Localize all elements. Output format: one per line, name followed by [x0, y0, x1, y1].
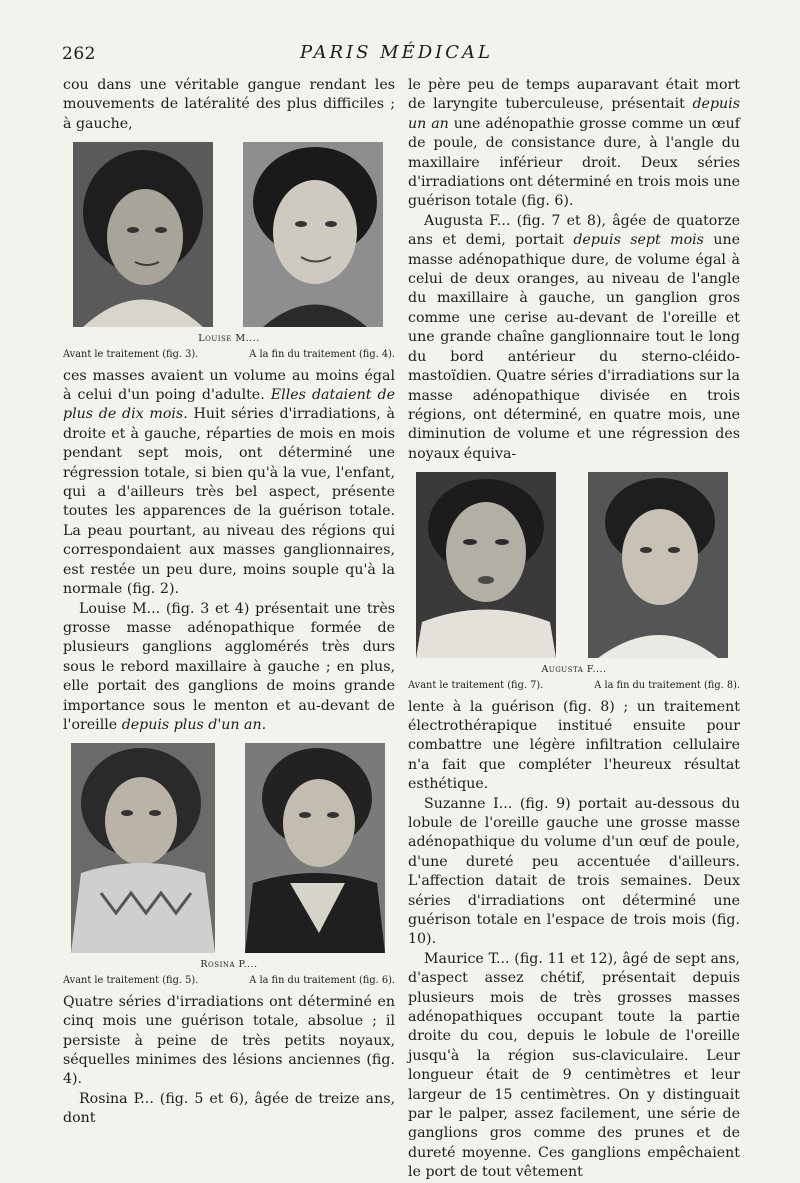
caption-after: A la fin du traitement (fig. 4). [249, 348, 395, 360]
photo-louise-after [243, 142, 383, 327]
paragraph: Augusta F... (fig. 7 et 8), âgée de quatorze ans et demi, portait depuis sept mois une masse adénopathique dure, de volume égal à celui de deux oranges, au niveau de l'angle du maxillaire à gauche, un ganglion gros comme une cerise au-devant de l'oreille et une grande chaîne ganglionnaire tout le long du bord antérieur du sterno-cléido-mastoïdien. Quatre séries d'irradiations sur la masse adénopathique divisée en trois régions, ont déterminé, en quatre mois, une diminution de volume et une régression des noyaux équiva- [408, 212, 741, 462]
photo-augusta-after [588, 472, 728, 658]
caption-before: Avant le traitement (fig. 3). [63, 348, 199, 360]
figure-3-4 [63, 142, 395, 360]
caption-after: A la fin du traitement (fig. 6). [249, 974, 395, 986]
photo-rosina-after [245, 743, 385, 953]
caption-before: Avant le traitement (fig. 5). [63, 974, 199, 986]
figure-7-8 [408, 472, 740, 691]
caption-after: A la fin du traitement (fig. 8). [594, 679, 740, 691]
paragraph: Suzanne I... (fig. 9) portait au-dessous du lobule de l'oreille gauche une grosse masse adénopathique du volume d'un œuf de poule, d'une dureté peu accentuée d'ailleurs. L'affection datait de trois semaines. Deux séries d'irradiations ont déterminé une guérison totale en l'espace de trois mois (fig. 10). [408, 795, 740, 948]
right-column [408, 76, 740, 1183]
photo-louise-before [73, 142, 213, 327]
paragraph: cou dans une véritable gangue rendant les mouvements de latéralité des plus difficiles ; à gauche, [63, 77, 395, 132]
paragraph: Quatre séries d'irradiations ont déterminé en cinq mois une guérison totale, absolue ; il persiste à peine de très petits noyaux, séquelles minimes des lésions anciennes (fig. 4). [63, 993, 395, 1088]
paragraph: ces masses avaient un volume au moins égal à celui d'un poing d'adulte. Elles dataient de plus de dix mois. Huit séries d'irradiations, à droite et à gauche, réparties de mois en mois pendant sept mois, ont déterminé une régression totale, si bien qu'à la vue, l'enfant, qui a d'ailleurs très bel aspect, présente toutes les apparences de la guérison totale. La peau pourtant, au niveau des régions qui correspondaient aux masses ganglionnaires, est restée un peu dure, moins souple qu'à la normale (fig. 2). [63, 367, 395, 598]
figure-name: Rosina P.... [200, 959, 258, 971]
paragraph: lente à la guérison (fig. 8) ; un traitement électrothérapique institué ensuite pour combattre une légère infiltration cellulaire n'a fait que compléter l'heureux résultat esthétique. [408, 698, 740, 793]
figure-5-6 [63, 743, 395, 986]
paragraph: Maurice T... (fig. 11 et 12), âgé de sept ans, d'aspect assez chétif, présentait depuis plusieurs mois de très grosses masses adénopathiques occupant toute la partie droite du cou, depuis le lobule de l'oreille jusqu'à la région sus-claviculaire. Leur longueur était de 9 centimètres et leur largeur de 15 centimètres. On y distinguait par le palper, assez facilement, une série de ganglions gros comme des prunes et de dureté moyenne. Ces ganglions empêchaient le port de tout vêtement [408, 950, 740, 1181]
figure-name: Louise M.... [198, 333, 260, 345]
paragraph: le père peu de temps auparavant était mort de laryngite tuberculeuse, présentait depuis un an une adénopathie grosse comme un œuf de poule, de consistance dure, à l'angle du maxillaire inférieur droit. Deux séries d'irradiations ont déterminé en trois mois une guérison totale (fig. 6). [408, 77, 740, 210]
left-column [63, 76, 395, 1129]
paragraph: Rosina P... (fig. 5 et 6), âgée de treize ans, dont [63, 1090, 395, 1127]
paragraph: Louise M... (fig. 3 et 4) présentait une très grosse masse adénopathique formée de plusieurs ganglions agglomérés très durs sous le rebord maxillaire à gauche ; en plus, elle portait des ganglions de moins grande importance sous le menton et au-devant de l'oreille depuis plus d'un an. [63, 600, 395, 733]
figure-name: Augusta F.... [541, 664, 607, 676]
photo-augusta-before [416, 472, 556, 658]
photo-rosina-before [71, 743, 215, 953]
page-number: 262 [62, 44, 96, 64]
caption-before: Avant le traitement (fig. 7). [408, 679, 544, 691]
running-title: PARIS MÉDICAL [300, 42, 494, 63]
